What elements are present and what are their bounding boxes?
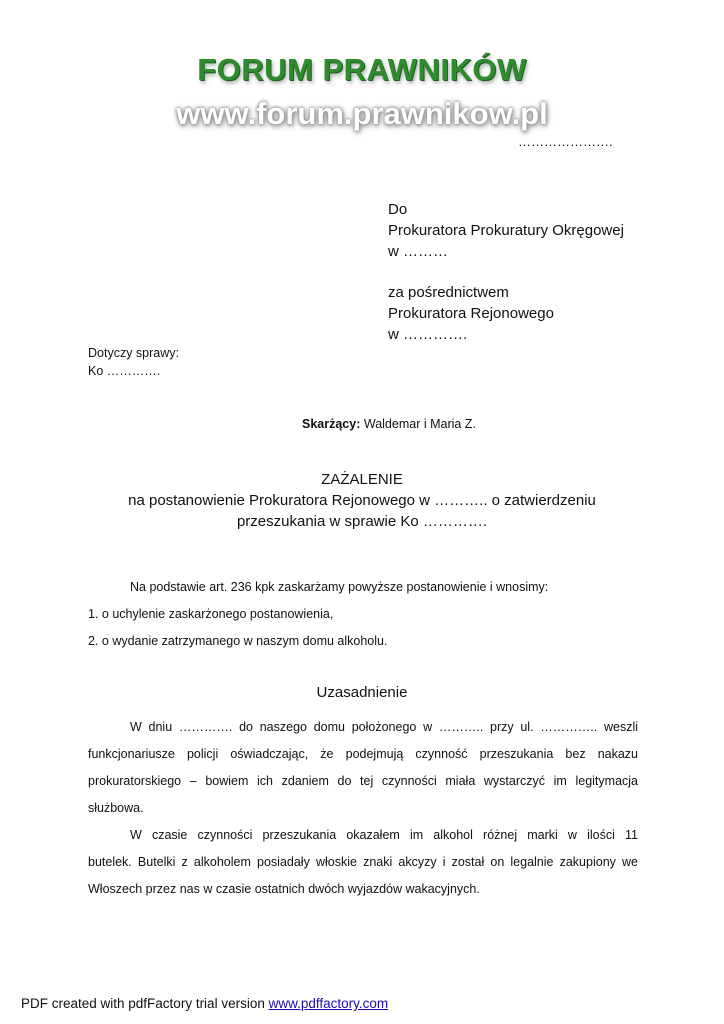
logo-title: FORUM PRAWNIKÓW <box>197 52 527 87</box>
justification-paragraph-1 <box>88 714 638 822</box>
justification-paragraph-2 <box>88 822 638 903</box>
footer-link[interactable]: www.pdffactory.com <box>268 996 389 1011</box>
document-title: ZAŻALENIE <box>321 471 403 488</box>
paragraph-line: Włoszech przez nas w czasie ostatnich dwóch wyjazdów wakacyjnych. <box>88 882 480 896</box>
recipient-block <box>388 199 624 262</box>
paragraph-line: prokuratorskiego – bowiem ich zdaniem do tej czynności miała wystarczyć im legitymacja <box>88 774 638 788</box>
via-line-3: w …………. <box>388 326 468 343</box>
complainant-label: Skarżący: <box>302 417 361 431</box>
complainant-value: Waldemar i Maria Z. <box>363 417 476 431</box>
case-label: Dotyczy sprawy: <box>88 346 179 360</box>
justification-title: Uzasadnienie <box>316 684 408 701</box>
complainant-line <box>302 415 476 433</box>
recipient-line-3: w ……… <box>388 243 448 260</box>
intro-paragraph: Na podstawie art. 236 kpk zaskarżamy powyższe postanowienie i wnosimy: <box>130 580 549 594</box>
paragraph-line: butelek. Butelki z alkoholem posiadały włoskie znaki akcyzy i został on legalnie zakupiony we <box>88 855 638 869</box>
footer-text: PDF created with pdfFactory trial version <box>21 996 269 1011</box>
document-heading <box>0 469 724 532</box>
place-date-placeholder: …………………. <box>518 134 613 149</box>
pdf-footer <box>21 996 388 1011</box>
paragraph-line: W czasie czynności przeszukania okazałem im alkohol różnej marki w ilości 11 <box>130 828 638 842</box>
recipient-line-2: Prokuratora Prokuratury Okręgowej <box>388 222 624 239</box>
recipient-line-1: Do <box>388 201 408 218</box>
logo-url: www.forum.prawnikow.pl <box>176 96 548 131</box>
via-block <box>388 282 554 345</box>
paragraph-line: służbowa. <box>88 801 144 815</box>
paragraph-line: W dniu …………. do naszego domu położonego w ……….. przy ul. ………….. weszli <box>130 720 638 734</box>
document-subtitle-2: przeszukania w sprawie Ko …………. <box>236 513 488 530</box>
request-item-2: 2. o wydanie zatrzymanego w naszym domu alkoholu. <box>88 634 388 648</box>
via-line-1: za pośrednictwem <box>388 284 509 301</box>
via-line-2: Prokuratora Rejonowego <box>388 305 554 322</box>
document-subtitle-1: na postanowienie Prokuratora Rejonowego w ……….. o zatwierdzeniu <box>128 492 596 509</box>
paragraph-line: funkcjonariusze policji oświadczając, że podejmują czynność przeszukania bez nakazu <box>88 747 638 761</box>
case-block <box>88 344 179 380</box>
case-number: Ko …………. <box>88 364 161 378</box>
request-item-1: 1. o uchylenie zaskarżonego postanowienia, <box>88 607 334 621</box>
